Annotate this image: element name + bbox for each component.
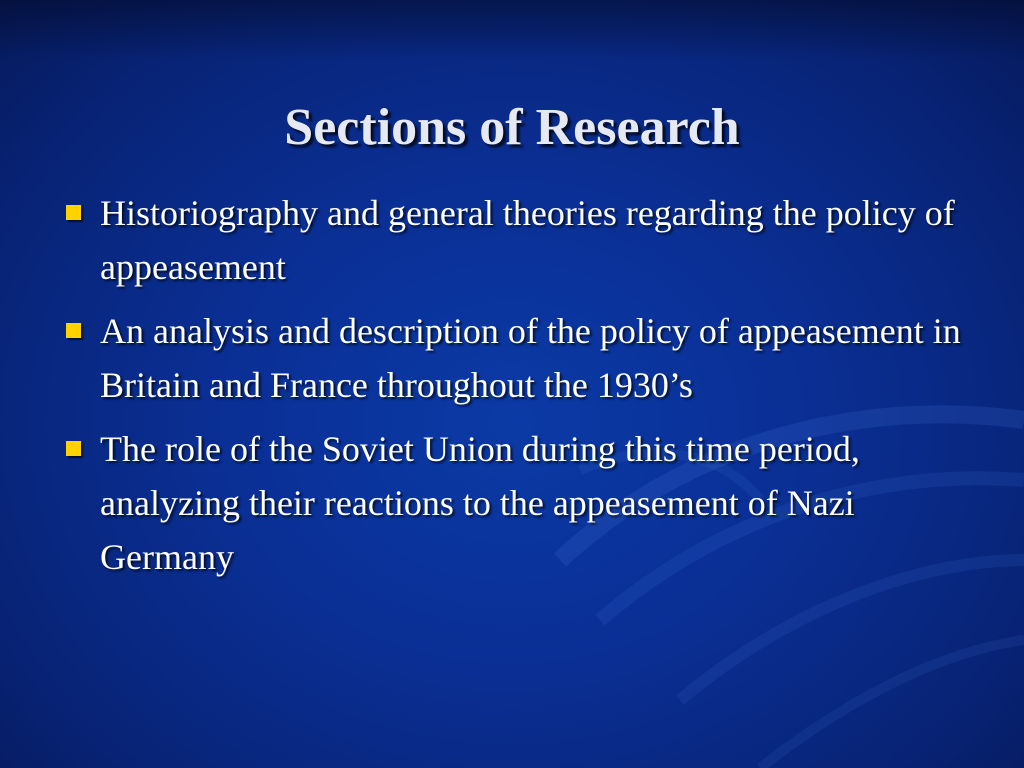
bullet-item <box>62 422 962 584</box>
bullet-text: The role of the Soviet Union during this time period, analyzing their reactions to the appeasement of Nazi Germany <box>100 429 860 577</box>
bullet-text: Historiography and general theories regarding the policy of appeasement <box>100 193 955 287</box>
bullet-item <box>62 186 962 294</box>
slide-title: Sections of Research <box>284 98 740 156</box>
bullet-list <box>62 186 962 594</box>
square-bullet-icon <box>66 205 81 220</box>
bullet-item <box>62 304 962 412</box>
bullet-text: An analysis and description of the policy of appeasement in Britain and France throughout the 1930’s <box>100 311 961 405</box>
square-bullet-icon <box>66 323 81 338</box>
square-bullet-icon <box>66 441 81 456</box>
